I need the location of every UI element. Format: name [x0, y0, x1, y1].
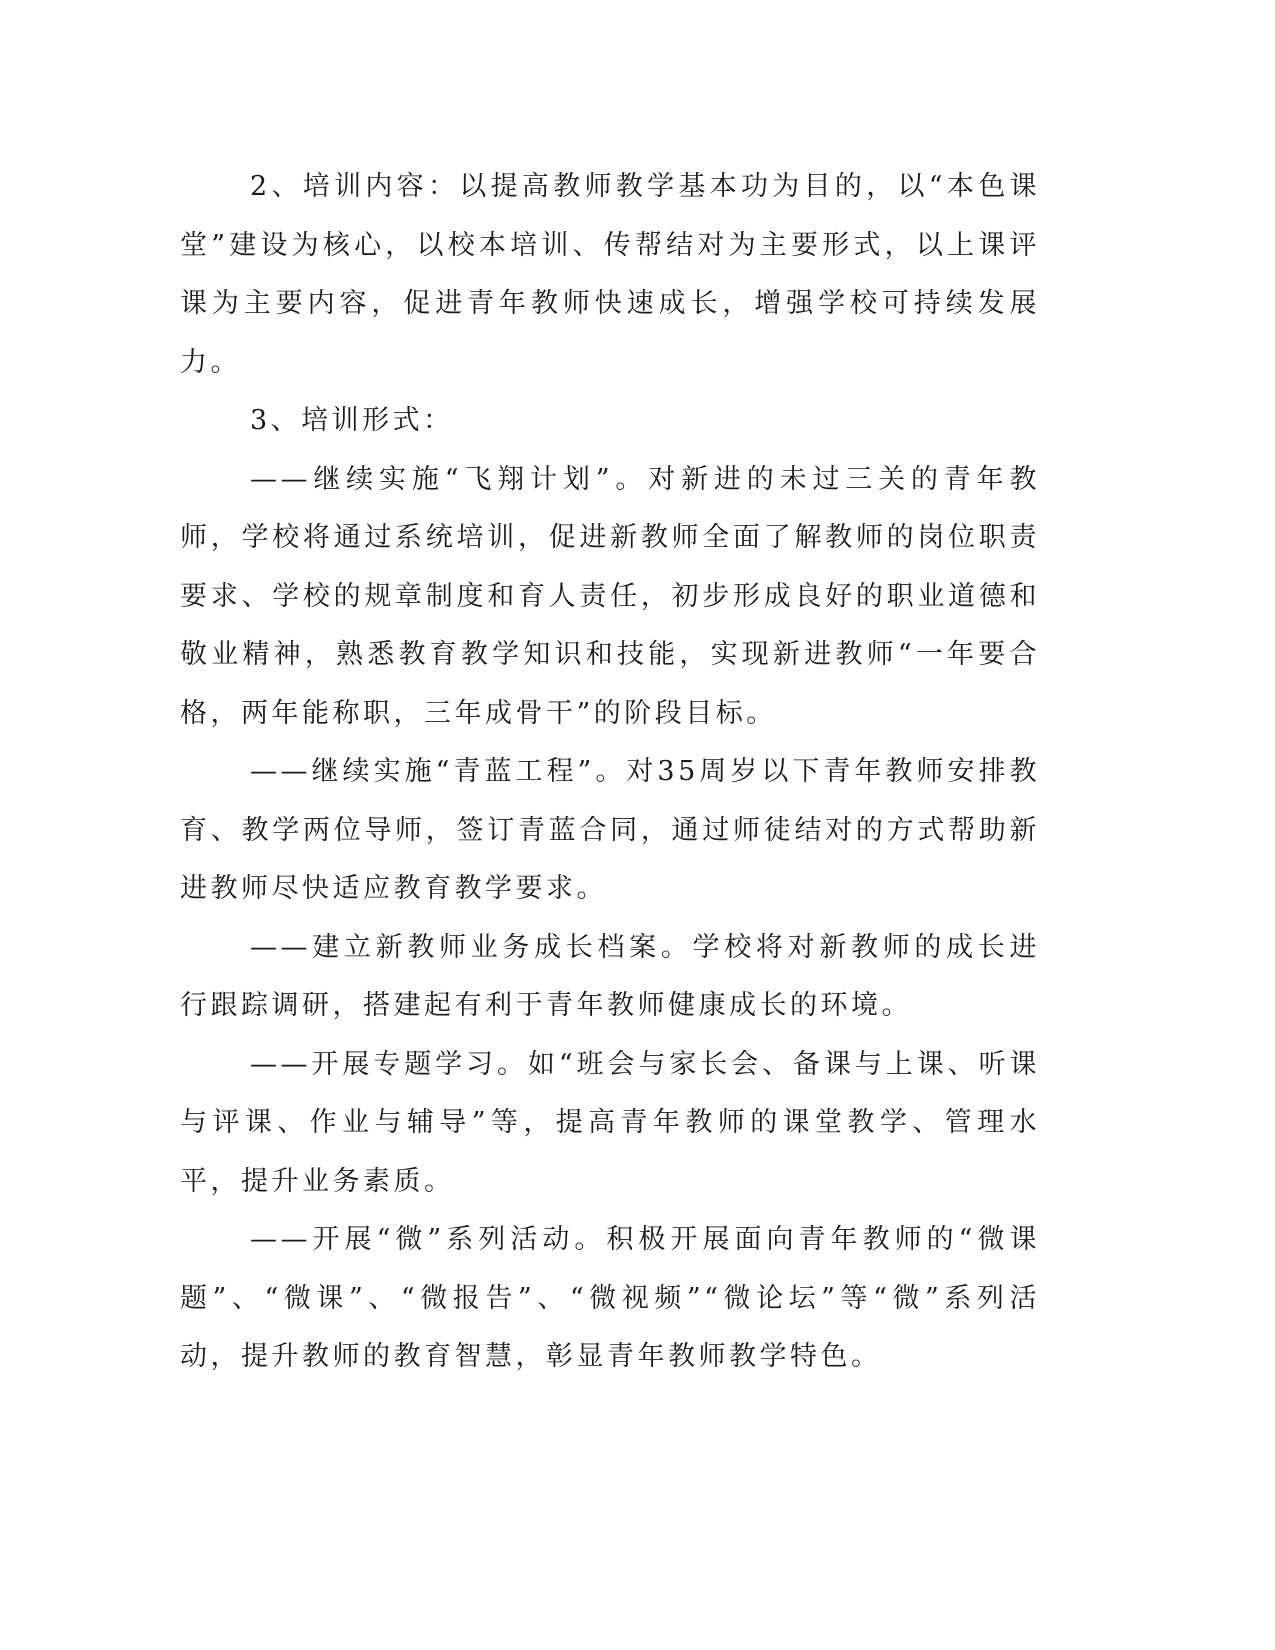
paragraph-training-form-heading: 3、培训形式：: [250, 405, 454, 436]
paragraph-training-content: 2、培训内容：以提高教师教学基本功为目的，以“本色课堂”建设为核心，以校本培训、传帮结对为主要形式，以上课评课为主要内容，促进青年教师快速成长，增强学校可持续发展力。: [180, 171, 1040, 378]
paragraph-micro-activities: ——开展“微”系列活动。积极开展面向青年教师的“微课题”、“微课”、“微报告”、“微视频”“微论坛”等“微”系列活动，提升教师的教育智慧，彰显青年教师教学特色。: [180, 1224, 1040, 1372]
paragraph-growth-archive: ——建立新教师业务成长档案。学校将对新教师的成长进行跟踪调研，搭建起有利于青年教师健康成长的环境。: [180, 931, 1040, 1021]
paragraph-qinglan-project: ——继续实施“青蓝工程”。对35周岁以下青年教师安排教育、教学两位导师，签订青蓝合同，通过师徒结对的方式帮助新进教师尽快适应教育教学要求。: [180, 756, 1040, 904]
paragraph-flying-plan: ——继续实施“飞翔计划”。对新进的未过三关的青年教师，学校将通过系统培训，促进新教师全面了解教师的岗位职责要求、学校的规章制度和育人责任，初步形成良好的职业道德和敬业精神，熟悉教育教学知识和技能，实现新进教师“一年要合格，两年能称职，三年成骨干”的阶段目标。: [180, 463, 1040, 729]
document-body: [180, 158, 1040, 1387]
paragraph-topic-study: ——开展专题学习。如“班会与家长会、备课与上课、听课与评课、作业与辅导”等，提高青年教师的课堂教学、管理水平，提升业务素质。: [180, 1048, 1040, 1197]
